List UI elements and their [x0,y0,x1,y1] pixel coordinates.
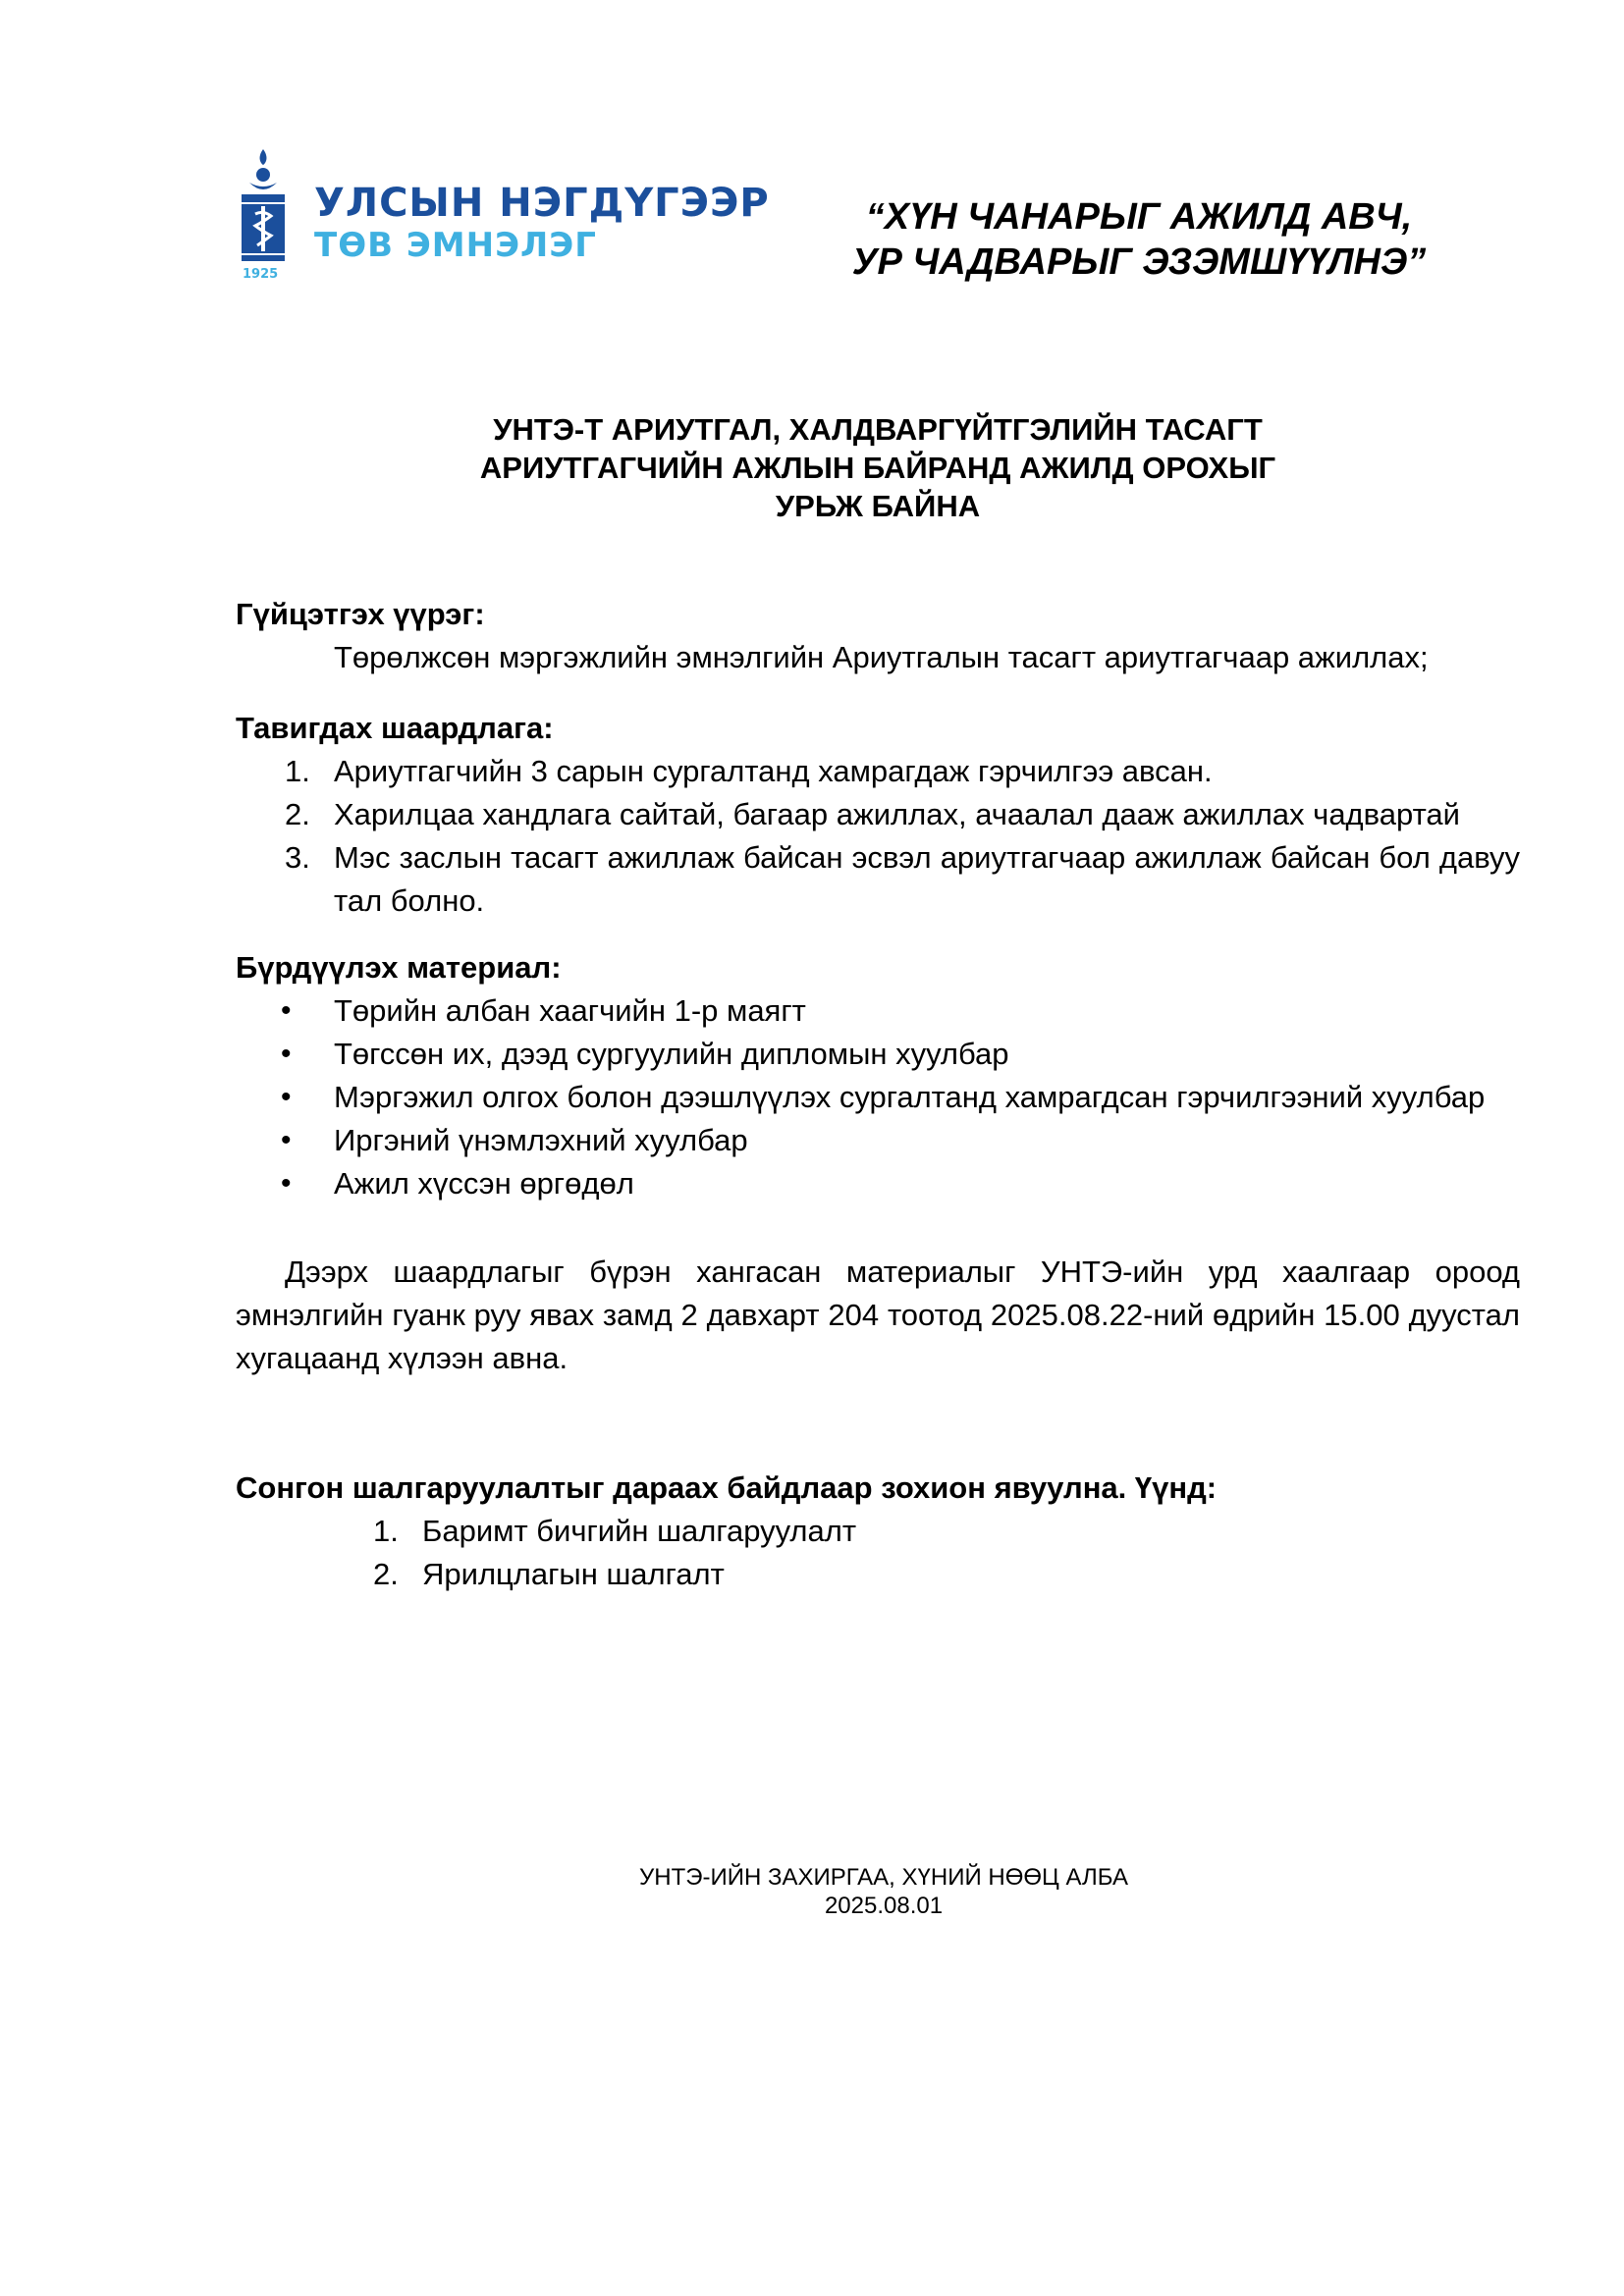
footer-date: 2025.08.01 [824,1893,944,1919]
title-line2: АРИУТГАГЧИЙН АЖЛЫН БАЙРАНД АЖИЛД ОРОХЫГ [479,451,1276,485]
logo-title-line2: ТӨВ ЭМНЭЛЭГ [314,226,597,265]
materials-heading: Бүрдүүлэх материал: [236,950,562,985]
document-body [236,593,1520,1596]
soyombo-emblem-icon [234,147,293,285]
requirements-list [236,750,1520,923]
footer-org: УНТЭ-ИЙН ЗАХИРГАА, ХҮНИЙ НӨӨЦ АЛБА [639,1864,1128,1891]
logo-title-line1: УЛСЫН НЭГДҮГЭЭР [314,181,770,226]
list-number: 1. [285,754,310,788]
submission-paragraph: Дээрх шаардлагыг бүрэн хангасан материалыг УНТЭ-ийн урд хаалгаар ороод эмнэлгийн гуанк руу явах замд 2 давхарт 204 тоотод 2025.08.22-ний өдрийн 15.00 дуустал хугацаанд хүлээн авна. [236,1255,1520,1375]
list-item [236,836,1520,923]
motto-line1: “ХҮН ЧАНАРЫГ АЖИЛД АВЧ, [865,196,1413,238]
list-item-text: Ариутгагчийн 3 сарын сургалтанд хамрагдаж гэрчилгээ авсан. [334,754,1213,788]
list-item-text: Төгссөн их, дээд сургуулийн дипломын хуулбар [334,1037,1009,1071]
motto [825,194,1453,285]
bullet-icon: • [281,1124,292,1156]
selection-heading: Сонгон шалгаруулалтыг дараах байдлаар зохион явуулна. Үүнд: [236,1470,1218,1505]
list-number: 3. [285,840,310,875]
bullet-icon: • [281,1081,292,1113]
list-number: 1. [373,1514,399,1548]
selection-list [236,1510,1520,1596]
logo-year: 1925 [243,267,279,282]
title-line1: УНТЭ-Т АРИУТГАЛ, ХАЛДВАРГҮЙТГЭЛИЙН ТАСАГТ [493,412,1263,447]
requirements-heading: Тавигдах шаардлага: [236,711,554,745]
list-item [236,793,1520,836]
list-item-text: Харилцаа хандлага сайтай, багаар ажиллах, ачаалал дааж ажиллах чадвартай [334,797,1460,831]
list-item-text: Төрийн албан хаагчийн 1-р маягт [334,993,806,1028]
list-item-text: Ажил хүссэн өргөдөл [334,1166,634,1201]
list-item [236,1510,1520,1553]
list-item [236,1162,1520,1205]
duties-text: Төрөлжсөн мэргэжлийн эмнэлгийн Ариутгалын тасагт ариутгагчаар ажиллах; [334,640,1429,674]
materials-list [236,989,1520,1205]
hospital-logo [234,147,770,285]
list-item [236,1553,1520,1596]
bullet-icon: • [281,1038,292,1070]
title-line3: УРЬЖ БАЙНА [775,489,981,523]
document-title [295,410,1461,525]
list-item-text: Баримт бичгийн шалгаруулалт [422,1514,857,1548]
list-item-text: Мэргэжил олгох болон дээшлүүлэх сургалтанд хамрагдсан гэрчилгээний хуулбар [334,1080,1486,1114]
motto-line2: УР ЧАДВАРЫГ ЭЗЭМШҮҮЛНЭ” [851,241,1427,283]
list-item [236,1076,1520,1119]
list-item-text: Ярилцлагын шалгалт [422,1557,725,1591]
list-item-text: Иргэний үнэмлэхний хуулбар [334,1123,748,1157]
list-number: 2. [285,797,310,831]
bullet-icon: • [281,994,292,1027]
list-item [236,989,1520,1033]
signature-block [393,1863,1375,1920]
bullet-icon: • [281,1167,292,1200]
list-item-text: Мэс заслын тасагт ажиллаж байсан эсвэл ариутгагчаар ажиллаж байсан бол давуу тал болно. [334,840,1520,918]
duties-heading: Гүйцэтгэх үүрэг: [236,597,485,631]
list-item [236,1033,1520,1076]
list-item [236,1119,1520,1162]
list-item [236,750,1520,793]
list-number: 2. [373,1557,399,1591]
